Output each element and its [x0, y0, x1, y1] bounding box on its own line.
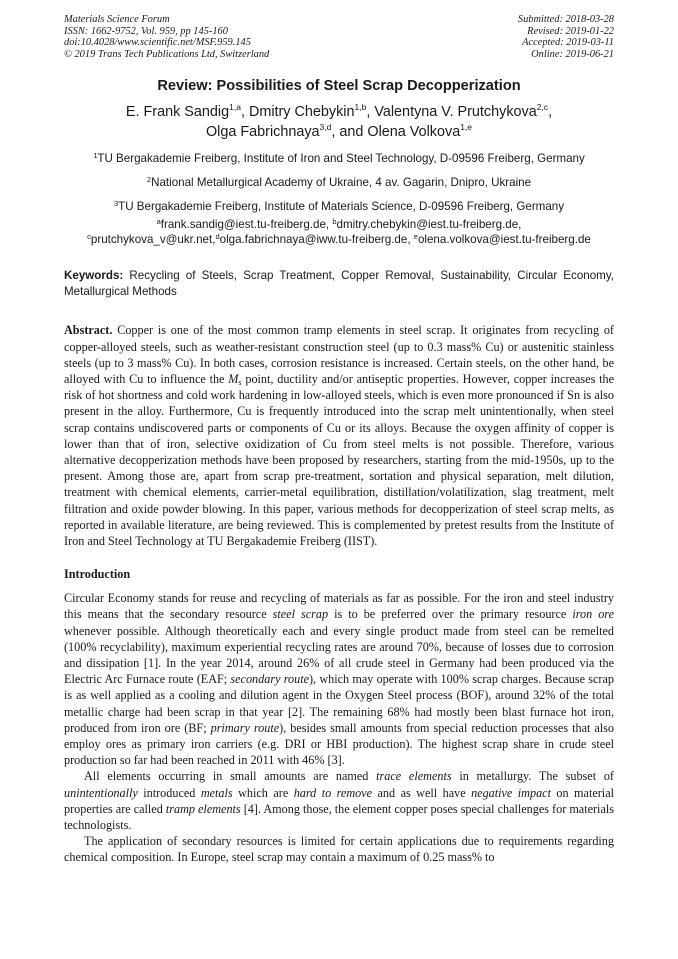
author-name: Olga Fabrichnaya — [205, 124, 320, 141]
body-text: All elements occurring in small amounts are named — [84, 769, 377, 784]
body-text: is to be preferred over the primary resource — [328, 607, 573, 622]
body-italic: trace elements — [376, 769, 452, 784]
affiliation-3 — [64, 200, 614, 214]
affiliation-text: National Metallurgical Academy of Ukraine, 4 av. Gagarin, Dnipro, Ukraine — [151, 176, 532, 190]
abstract-text: point, ductility and/or antiseptic properties. However, copper increases the risk of hot shortness and cold work hardening in low-alloyed steels, which is even more pronounced if Sn is also present in the alloy. Furthermore, Cu is frequently introduced into the scrap melt unintentionally, when steel scrap contains undiscovered parts or components of Cu or its alloys. Because the oxygen affinity of copper is lower than that of iron, selective oxidization of Cu from steel melts is not possible. Therefore, various alternative decopperization methods have been proposed by researchers, starting from the mid-1950s, up to the present. Among those are, apart from scrap pre-treatment, sortation and physical separation, melt dilution, treatment with chemical elements, carrier-metal equilibration, distillation/volatilization, slag treatment, melt filtration and oxide powder blowing. In this paper, various methods for decopperization of steel scrap melts, as reported in available literature, are being reviewed. This is complemented by pretest results from the Institute of Iron and Steel Technology at TU Bergakademie Freiberg (IIST). — [64, 371, 614, 549]
body-italic: unintentionally — [64, 785, 138, 800]
body-text: The application of secondary resources is limited for certain applications due to requirements regarding chemical composition. In Europe, steel scrap may contain a maximum of 0.25 mass% to — [64, 834, 614, 865]
author-separator: , — [548, 104, 553, 121]
revised-date: Revised: 2019-01-22 — [527, 25, 614, 37]
email-sup: c — [87, 232, 91, 242]
email-link[interactable]: dmitry.chebykin@iest.tu-freiberg.de, — [336, 218, 522, 232]
email-link[interactable]: olga.fabrichnaya@iww.tu-freiberg.de, — [219, 233, 414, 247]
publication-header — [64, 14, 614, 60]
body-text: in metallurgy. The subset of — [451, 769, 614, 784]
email-sup: d — [215, 232, 220, 242]
author-sup: 1,b — [354, 102, 367, 113]
body-italic: hard to remove — [293, 785, 373, 800]
keywords-text: Recycling of Steels, Scrap Treatment, Copper Removal, Sustainability, Circular Economy, Metallurgical Methods — [64, 269, 614, 299]
body-text: ), which may operate with 100% scrap charges. Because scrap is as well applied as a cooling and dilution agent in the Oxygen Steel process (BOF), around 32% of the total metallic charge had been scrap in that year [2]. The remaining 68% had mostly been blast furnace hot iron, produced from iron ore (BF; — [64, 672, 614, 735]
intro-paragraph-3 — [64, 833, 614, 865]
submitted-date: Submitted: 2018-03-28 — [517, 14, 614, 25]
body-italic: steel scrap — [272, 607, 329, 622]
affiliation-sup: 3 — [113, 199, 119, 209]
online-date: Online: 2019-06-21 — [531, 48, 614, 60]
body-text: [4]. Among those, the element copper poses special challenges for materials technologists. — [64, 801, 614, 833]
email-sup: b — [332, 217, 337, 227]
affiliation-sup: 2 — [146, 175, 152, 185]
abstract-text: Copper is one of the most common tramp elements in steel scrap. It originates from recycling of copper-alloyed steels, such as weather-resistant construction steel (up to 0.3 mass% Cu) or austenitic stainless steels (up to 3 mass% Cu). In both cases, corrosion resistance is increased. Certain steels, on the other hand, be alloyed with Cu to influence the — [64, 323, 614, 386]
abstract-label: Abstract. — [64, 323, 113, 338]
body-text: and as well have — [372, 785, 472, 800]
copyright: © 2019 Trans Tech Publications Ltd, Switzerland — [64, 48, 270, 60]
abstract-symbol: M — [228, 371, 239, 386]
intro-paragraph-1 — [64, 590, 614, 768]
doi: doi:10.4028/www.scientific.net/MSF.959.145 — [64, 37, 251, 49]
email-link[interactable]: frank.sandig@iest.tu-freiberg.de, — [160, 218, 333, 232]
body-italic: metals — [200, 785, 233, 800]
affiliation-2 — [64, 176, 614, 190]
paper-title: Review: Possibilities of Steel Scrap Decopperization — [157, 78, 521, 95]
affiliation-text: TU Bergakademie Freiberg, Institute of Materials Science, D-09596 Freiberg, Germany — [118, 200, 565, 214]
body-text: on material properties are called — [64, 785, 614, 816]
email-list — [64, 217, 614, 247]
accepted-date: Accepted: 2019-03-11 — [522, 37, 614, 49]
body-text: introduced — [137, 785, 201, 800]
abstract — [64, 322, 614, 549]
body-italic: primary route — [210, 720, 280, 735]
body-text: Circular Economy stands for reuse and recycling of materials as far as possible. For the iron and steel industry this means that the secondary resource — [64, 591, 614, 622]
affiliation-sup: 1 — [93, 151, 98, 161]
date-info — [518, 14, 614, 60]
email-link[interactable]: olena.volkova@iest.tu-freiberg.de — [417, 233, 591, 247]
keywords — [64, 268, 614, 300]
author-name: Olena Volkova — [367, 124, 461, 141]
email-sup: e — [413, 232, 418, 242]
author-sup: 3,d — [319, 122, 332, 133]
affiliation-text: TU Bergakademie Freiberg, Institute of Iron and Steel Technology, D-09596 Freiberg, Germany — [97, 152, 585, 166]
author-separator: , — [366, 104, 375, 121]
body-italic: tramp elements — [165, 801, 241, 816]
abstract-symbol-sub: s — [238, 377, 242, 387]
issn: ISSN: 1662-9752, Vol. 959, pp 145-160 — [64, 25, 228, 37]
author-separator: , and — [331, 124, 368, 141]
body-italic: secondary route — [230, 672, 309, 687]
author-separator: , — [240, 104, 249, 121]
author-sup: 1,e — [460, 122, 473, 133]
keywords-label: Keywords: — [64, 269, 124, 283]
section-heading-introduction: Introduction — [64, 567, 131, 582]
author-name: Dmitry Chebykin — [248, 104, 355, 121]
author-name: E. Frank Sandig — [125, 104, 230, 121]
body-italic: negative impact — [471, 785, 551, 800]
body-text: whenever possible. Although theoretically each and every single product made from steel can be remelted (100% recyclability), maximum experiential recycling rates are around 70%, because of losses due to corrosion and dissipation [1]. In the year 2014, around 26% of all crude steel in Germany had been produced via the Electric Arc Furnace route (EAF; — [64, 623, 614, 687]
author-list — [64, 102, 614, 142]
email-link[interactable]: prutchykova_v@ukr.net, — [90, 233, 216, 247]
author-sup: 2,c — [536, 102, 549, 113]
journal-name: Materials Science Forum — [64, 14, 170, 25]
author-name: Valentyna V. Prutchykova — [374, 104, 537, 121]
journal-info — [64, 14, 269, 60]
affiliation-1 — [64, 152, 614, 166]
email-sup: a — [156, 217, 161, 227]
body-italic: iron ore — [572, 607, 614, 622]
author-sup: 1,a — [229, 102, 241, 113]
body-text: which are — [232, 785, 294, 800]
body-text: ), besides small amounts from special reduction processes that also employ ores as primary iron carriers (e.g. DRI or HBI production). The highest scrap share in crude steel production so far had been reached in 2011 with 46% [3]. — [64, 720, 614, 768]
intro-paragraph-2 — [64, 768, 614, 833]
paper-page — [64, 14, 614, 866]
